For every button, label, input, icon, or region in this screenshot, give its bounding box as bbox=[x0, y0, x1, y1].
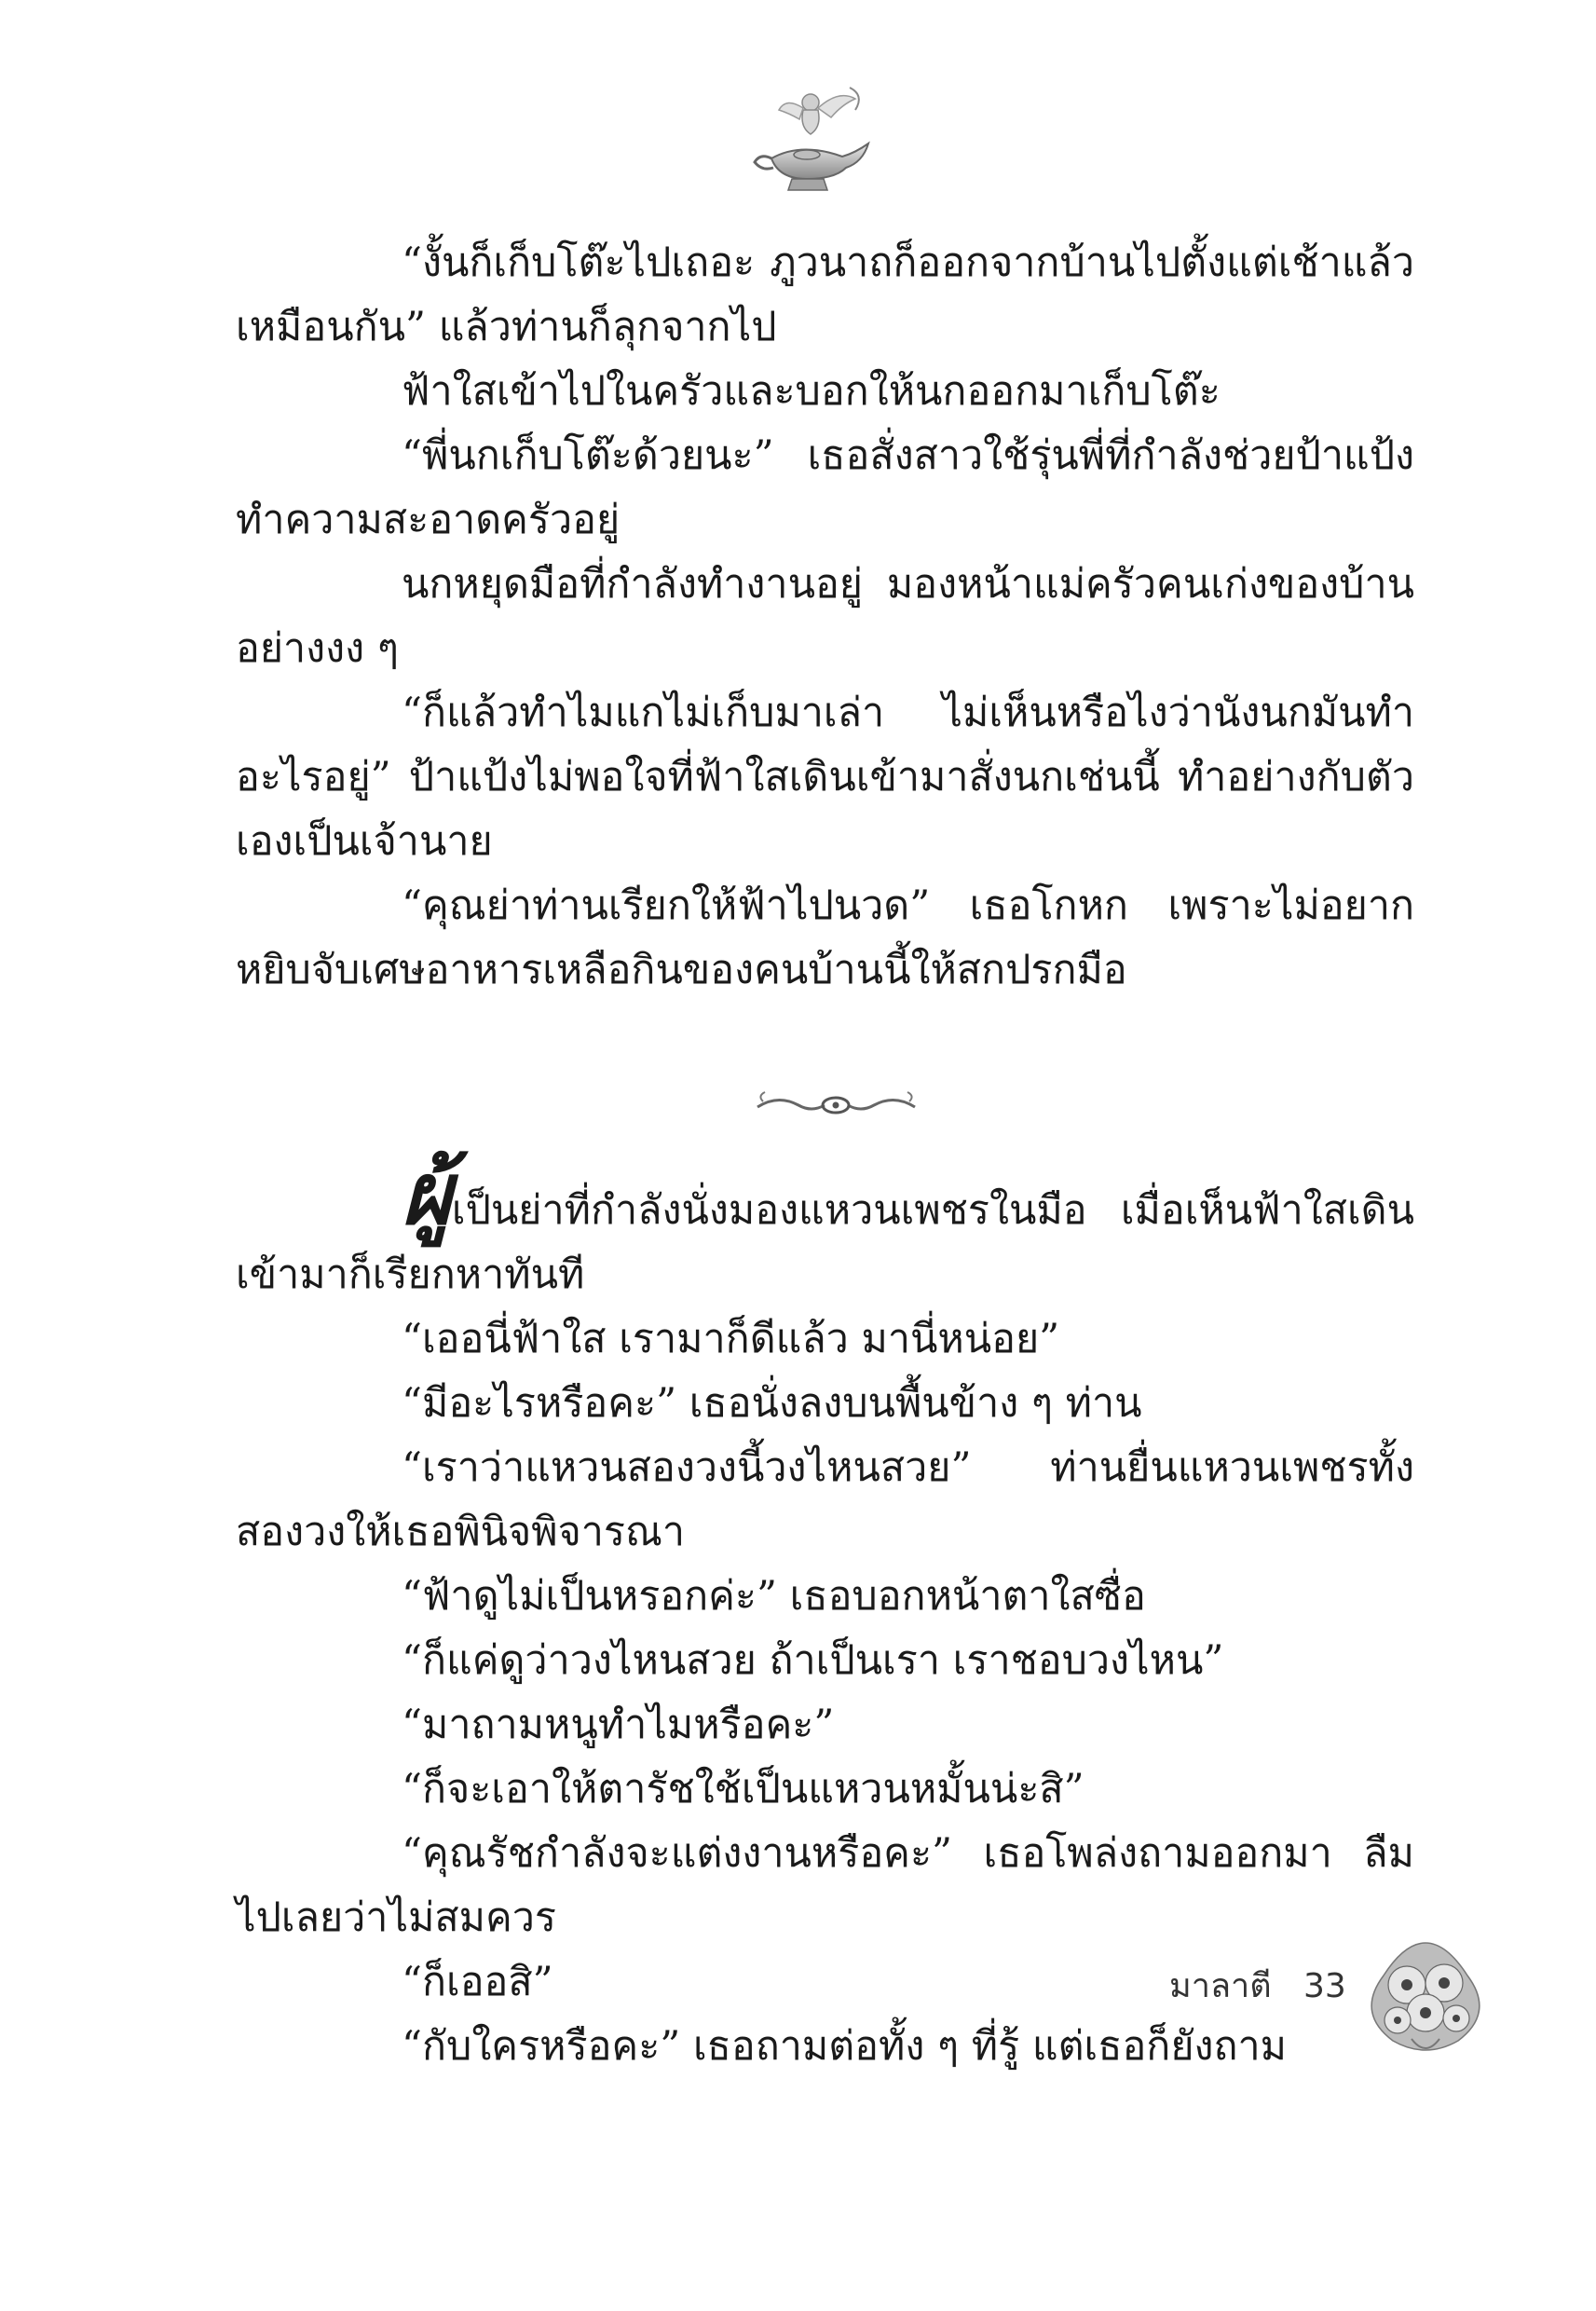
flourish-divider-icon bbox=[750, 1072, 922, 1137]
paragraph: “ฟ้าดูไม่เป็นหรอกค่ะ” เธอบอกหน้าตาใสซื่อ bbox=[402, 1573, 1146, 1620]
paragraph: “เราว่าแหวนสองวงนี้วงไหนสวย” ท่านยื่นแหวนเพชรทั้งสองวงให้เธอพินิจพิจารณา bbox=[236, 1444, 1414, 1555]
paragraph: “พี่นกเก็บโต๊ะด้วยนะ” เธอสั่งสาวใช้รุ่นพี่ที่กำลังช่วยป้าแป้งทำความสะอาดครัวอยู่ bbox=[236, 432, 1414, 543]
drop-cap: ผู้ bbox=[402, 1143, 452, 1244]
paragraph: “เออนี่ฟ้าใส เรามาก็ดีแล้ว มานี่หน่อย” bbox=[402, 1316, 1060, 1362]
paragraph: “กับใครหรือคะ” เธอถามต่อทั้ง ๆ ที่รู้ แต่เธอก็ยังถาม bbox=[402, 2023, 1288, 2070]
page-footer bbox=[1169, 1968, 1346, 2005]
running-title: มาลาตี bbox=[1169, 1967, 1272, 2005]
opening-paragraph bbox=[236, 1143, 1414, 1307]
paragraph: “ก็แค่ดูว่าวงไหนสวย ถ้าเป็นเรา เราชอบวงไหน” bbox=[402, 1637, 1224, 1684]
paragraph: “ก็แล้วทำไมแกไม่เก็บมาเล่า ไม่เห็นหรือไงว่านังนกมันทำอะไรอยู่” ป้าแป้งไม่พอใจที่ฟ้าใสเดินเข้ามาสั่งนกเช่นนี้ ทำอย่างกับตัวเองเป็นเจ้านาย bbox=[236, 690, 1414, 865]
paragraph: “คุณย่าท่านเรียกให้ฟ้าไปนวด” เธอโกหก เพราะไม่อยากหยิบจับเศษอาหารเหลือกินของคนบ้านนี้ให้สกปรกมือ bbox=[236, 882, 1414, 993]
paragraph: “มาถามหนูทำไมหรือคะ” bbox=[402, 1702, 835, 1748]
paragraph: “มีอะไรหรือคะ” เธอนั่งลงบนพื้นข้าง ๆ ท่าน bbox=[402, 1380, 1142, 1427]
section-two-text bbox=[236, 1143, 1414, 2079]
paragraph: ฟ้าใสเข้าไปในครัวและบอกให้นกออกมาเก็บโต๊ะ bbox=[402, 368, 1221, 415]
paragraph: “ก็เออสิ” bbox=[402, 1959, 553, 2005]
paragraph: นกหยุดมือที่กำลังทำงานอยู่ มองหน้าแม่ครัวคนเก่งของบ้านอย่างงง ๆ bbox=[236, 561, 1414, 672]
opening-paragraph-text: เป็นย่าที่กำลังนั่งมองแหวนเพชรในมือ เมื่อเห็นฟ้าใสเดินเข้ามาก็เรียกหาทันที bbox=[236, 1187, 1414, 1298]
flower-bouquet-icon bbox=[1356, 1920, 1495, 2059]
paragraph: “ก็จะเอาให้ตารัชใช้เป็นแหวนหมั้นน่ะสิ” bbox=[402, 1766, 1084, 1812]
page-number: 33 bbox=[1303, 1967, 1346, 2005]
section-one-text bbox=[236, 231, 1414, 1003]
cupid-lamp-icon bbox=[745, 82, 880, 198]
paragraph: “คุณรัชกำลังจะแต่งงานหรือคะ” เธอโพล่งถามออกมา ลืมไปเลยว่าไม่สมควร bbox=[236, 1830, 1414, 1941]
paragraph: “งั้นก็เก็บโต๊ะไปเถอะ ภูวนาถก็ออกจากบ้านไปตั้งแต่เช้าแล้วเหมือนกัน” แล้วท่านก็ลุกจากไป bbox=[236, 239, 1414, 350]
